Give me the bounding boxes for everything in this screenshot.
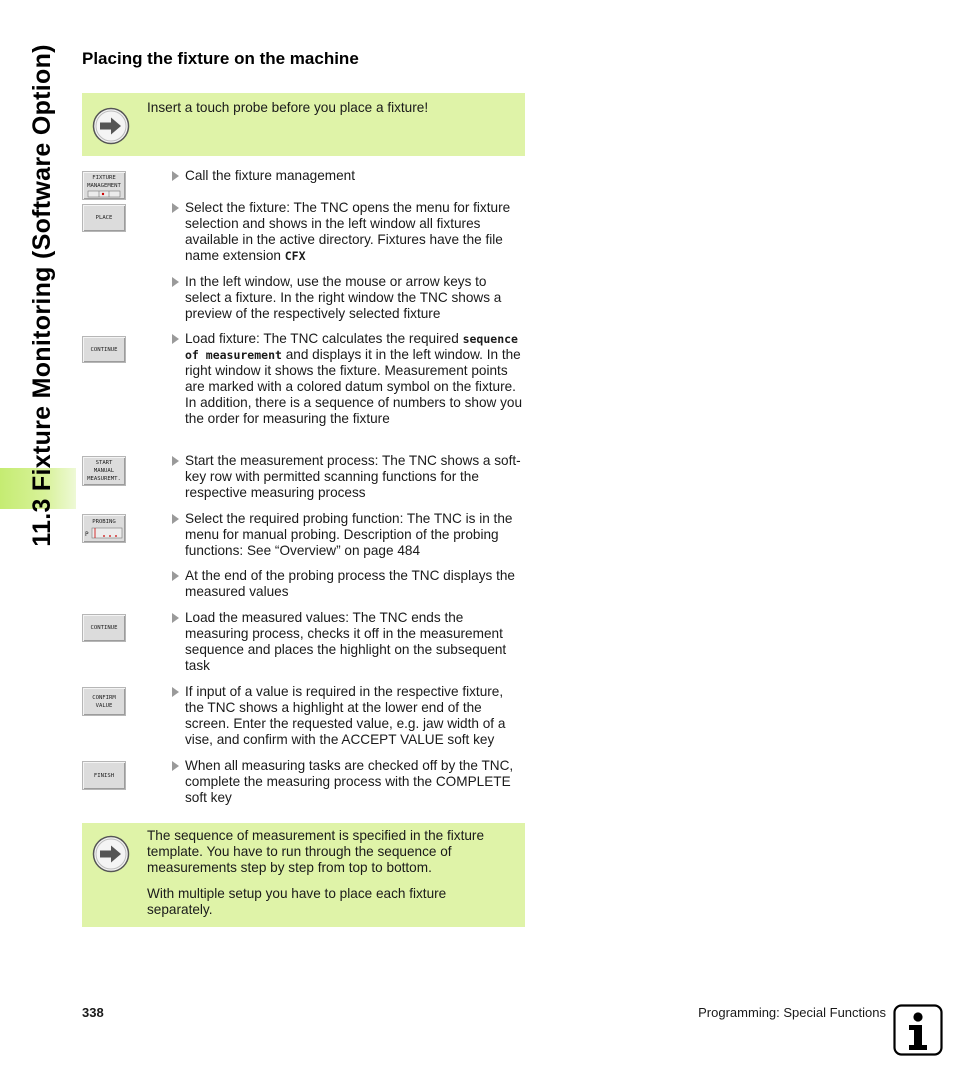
softkey-finish[interactable] <box>82 761 126 790</box>
note-box-bottom <box>82 823 525 927</box>
info-icon <box>893 1004 943 1056</box>
softkey-confirm-value[interactable] <box>82 687 126 716</box>
step-code: sequence of measurement <box>185 332 518 362</box>
softkey-continue-2[interactable] <box>82 614 126 642</box>
step-3 <box>172 274 524 322</box>
softkey-probing[interactable] <box>82 514 126 543</box>
note-bottom-paragraph-1: The sequence of measurement is specified in the fixture template. You have to run through the sequence of measurements step by step from top to bottom. <box>147 828 485 875</box>
softkey-label: PROBING <box>92 519 116 525</box>
note-box-top <box>82 93 525 156</box>
section-title: Placing the fixture on the machine <box>82 49 359 68</box>
bullet-triangle-icon <box>172 571 179 581</box>
bullet-triangle-icon <box>172 277 179 287</box>
softkey-label: FIXTURE <box>92 174 116 181</box>
step-text: Select the required probing function: The TNC is in the menu for manual probing. Description of the probing functions: See “Overview” on page 484 <box>185 511 513 558</box>
step-text: Start the measurement process: The TNC shows a soft-key row with permitted scanning functions for the respective measuring process <box>185 453 521 500</box>
step-text-part: and displays it in the left window. In the right window it shows the fixture. Measurement points are marked with a colored datum symbol on the fixture. In addition, there is a sequence of numbers to show you the order for measuring the fixture <box>185 347 523 426</box>
page-number: 338 <box>82 1005 104 1020</box>
step-6 <box>172 511 524 559</box>
step-text: In the left window, use the mouse or arrow keys to select a fixture. In the right window the TNC shows a preview of the respectively selected fixture <box>185 274 502 321</box>
bullet-triangle-icon <box>172 171 179 181</box>
softkey-start-measurement[interactable] <box>82 456 126 486</box>
softkey-label: VALUE <box>95 702 113 709</box>
footer-chapter: Programming: Special Functions <box>698 1005 886 1020</box>
step-8 <box>172 610 524 674</box>
step-text <box>172 200 524 264</box>
step-5 <box>172 453 524 501</box>
step-text: Load the measured values: The TNC ends the measuring process, checks it off in the measurement sequence and places the highlight on the subsequent task <box>185 610 507 673</box>
bullet-triangle-icon <box>172 456 179 466</box>
arrow-circle-icon <box>92 107 130 145</box>
softkey-label: START <box>95 460 113 466</box>
softkey-continue[interactable] <box>82 336 126 363</box>
softkey-label: MANUAL <box>93 468 115 474</box>
step-1 <box>172 168 524 184</box>
step-10 <box>172 758 524 806</box>
softkey-label: FINISH <box>93 772 115 779</box>
bullet-triangle-icon <box>172 514 179 524</box>
step-text-part: Select the fixture: The TNC opens the menu for fixture selection and shows in the left window all fixtures available in the active directory. Fixtures have the file name extension <box>185 200 511 263</box>
step-9 <box>172 684 524 748</box>
step-text: If input of a value is required in the respective fixture, the TNC shows a highlight at the lower end of the screen. Enter the requested value, e.g. jaw width of a vise, and confirm with the ACCEPT VALUE soft key <box>185 684 506 747</box>
softkey-fixture-management[interactable] <box>82 171 126 200</box>
bullet-triangle-icon <box>172 203 179 213</box>
chapter-title-text: 11.3 Fixture Monitoring (Software Option) <box>27 43 56 547</box>
step-code: CFX <box>284 249 306 263</box>
softkey-label: CONTINUE <box>90 625 118 631</box>
bullet-triangle-icon <box>172 613 179 623</box>
probing-icon <box>84 526 124 540</box>
step-text <box>172 331 524 427</box>
note-top-text: Insert a touch probe before you place a fixture! <box>147 100 429 115</box>
fixture-preview-icon <box>87 190 121 198</box>
note-bottom-paragraph-2: With multiple setup you have to place each fixture separately. <box>147 886 447 917</box>
bullet-triangle-icon <box>172 761 179 771</box>
step-4 <box>172 331 524 427</box>
step-text-part: Load fixture: The TNC calculates the required <box>185 331 463 346</box>
softkey-place[interactable] <box>82 204 126 232</box>
bullet-triangle-icon <box>172 334 179 344</box>
softkey-label: CONTINUE <box>90 346 118 353</box>
chapter-side-title <box>14 30 70 560</box>
step-text: Call the fixture management <box>185 168 356 183</box>
softkey-label: MANAGEMENT <box>87 182 121 189</box>
softkey-label: CONFIRM <box>92 694 116 701</box>
bullet-triangle-icon <box>172 687 179 697</box>
softkey-label: MEASUREMT. <box>87 476 121 482</box>
step-text: When all measuring tasks are checked off by the TNC, complete the measuring process with the COMPLETE soft key <box>185 758 514 805</box>
arrow-circle-icon <box>92 835 130 873</box>
probing-p-letter: P <box>85 531 89 538</box>
step-7 <box>172 568 524 600</box>
step-2 <box>172 200 524 264</box>
step-text: At the end of the probing process the TNC displays the measured values <box>185 568 515 599</box>
softkey-label: PLACE <box>95 215 113 221</box>
